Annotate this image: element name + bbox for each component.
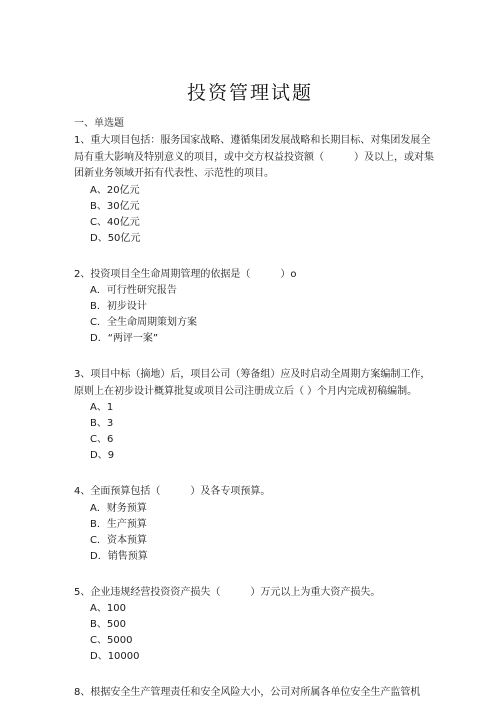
option-d: D．“两评一案” [90, 333, 159, 344]
option-a: A．可行性研究报告 [90, 285, 177, 296]
option-c: C．全生命周期策划方案 [90, 317, 197, 328]
option-list [74, 400, 438, 464]
option-a: A、20亿元 [90, 184, 140, 196]
question-text: 1、重大项目包括：服务国家战略、遵循集团发展战略和长期目标、对集团发展全局有重大影响及特别意义的项目，或中交方权益投资额（ ）及以上，或对集团新业务领域开拓有代表性、示范性的项目。 [74, 135, 434, 179]
question-3 [74, 367, 438, 464]
option-d: D、9 [90, 450, 115, 461]
option-list [74, 183, 438, 247]
option-list [74, 283, 438, 347]
question-text: 2、投资项目全生命周期管理的依据是（ ）o [74, 268, 297, 280]
option-b: B．生产预算 [90, 518, 147, 530]
question-4 [74, 484, 438, 565]
document-title: 投资管理试题 [186, 82, 313, 104]
option-list [74, 601, 438, 665]
option-a: A、1 [90, 402, 114, 413]
question-8 [74, 685, 438, 702]
question-text: 8、根据安全生产管理责任和安全风险大小，公司对所属各单位安全生产监管机 [74, 687, 421, 698]
question-text: 5、企业违规经营投资资产损失（ ）万元以上为重大资产损失。 [74, 586, 381, 598]
document-content [74, 116, 438, 722]
option-c: C、40亿元 [90, 216, 140, 228]
option-c: C．资本预算 [90, 534, 147, 546]
question-text: 3、项目中标（摘地）后，项目公司（筹备组）应及时启动全周期方案编制工作，原则上在初步设计概算批复或项目公司注册成立后（ ）个月内完成初稿编制。 [74, 369, 431, 397]
option-b: B．初步设计 [90, 301, 147, 312]
option-a: A．财务预算 [90, 502, 147, 514]
option-list [74, 501, 438, 565]
option-c: C、6 [90, 434, 114, 445]
option-d: D、10000 [90, 651, 140, 662]
option-c: C、5000 [90, 635, 133, 646]
option-a: A、100 [90, 603, 126, 614]
option-b: B、3 [90, 418, 114, 429]
question-1 [74, 133, 438, 247]
question-5 [74, 585, 438, 666]
option-d: D．销售预算 [90, 550, 148, 562]
option-b: B、30亿元 [90, 200, 140, 212]
section-heading: 一、单选题 [74, 118, 124, 129]
question-2 [74, 267, 438, 348]
question-text: 4、全面预算包括（ ）及各专项预算。 [74, 486, 271, 497]
option-b: B、500 [90, 619, 126, 630]
option-d: D、50亿元 [90, 232, 141, 244]
